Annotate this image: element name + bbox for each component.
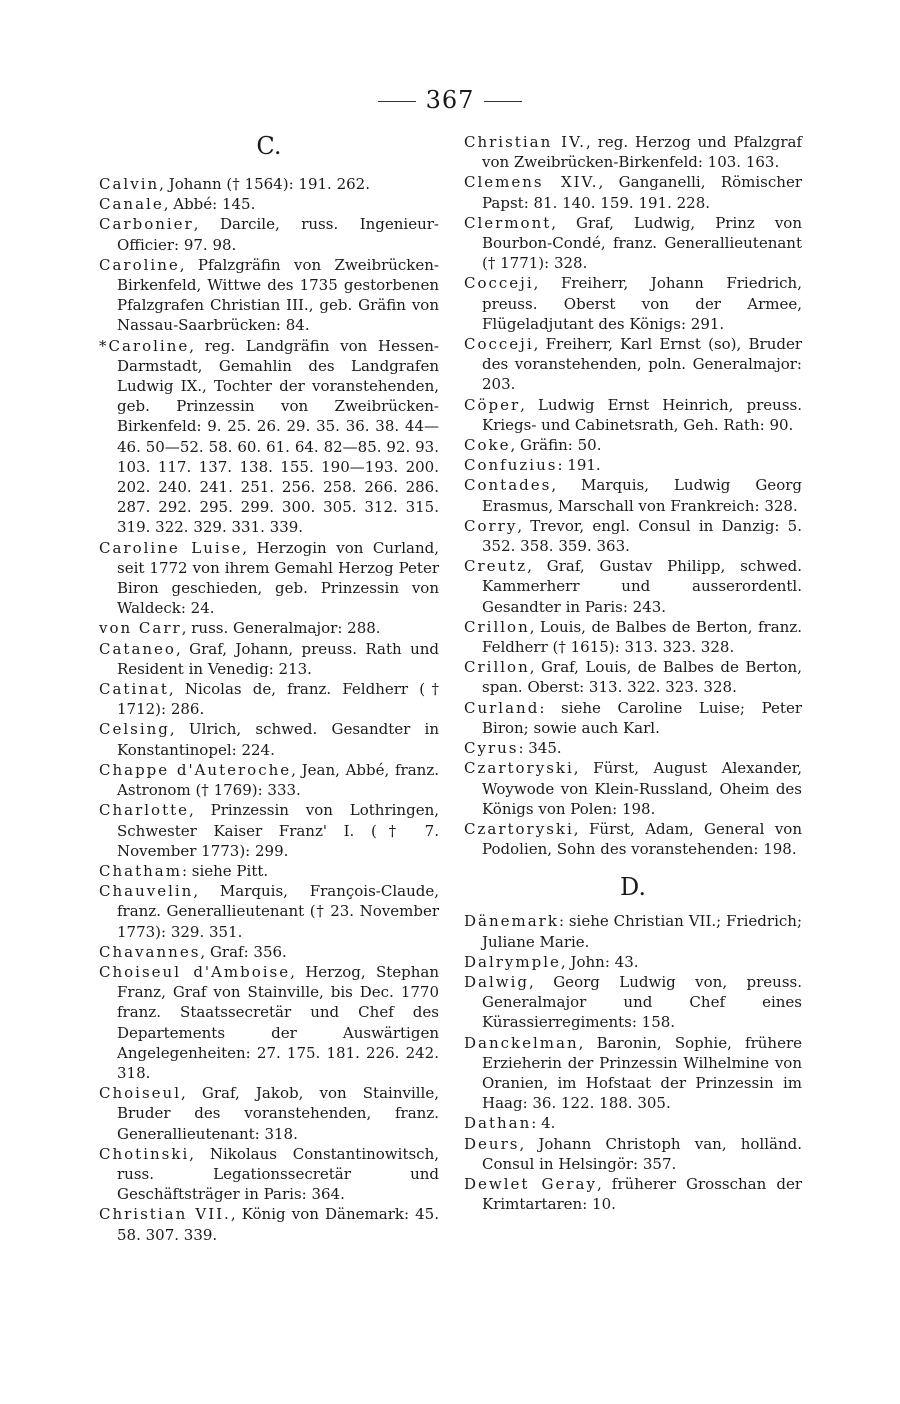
index-entry (464, 819, 802, 859)
entry-headword: Christian IV. (464, 133, 587, 151)
entry-text: , Louis, de Balbes de Berton, franz. Feldherr († 1615): 313. 323. 328. (482, 617, 802, 657)
index-entry (464, 1033, 802, 1114)
index-entry (99, 538, 439, 619)
index-entry (464, 758, 802, 819)
index-entry (99, 618, 439, 638)
entry-text: : 4. (531, 1114, 556, 1133)
page-number-header (0, 86, 900, 114)
index-entry (99, 1083, 439, 1144)
entry-headword: Cocceji (464, 335, 534, 354)
entry-text: , Graf, Louis, de Balbes de Berton, span. Oberst: 313. 322. 323. 328. (482, 658, 802, 697)
entry-headword: Chavannes (99, 942, 201, 961)
entry-text: , Jean, Abbé, franz. Astronom († 1769): 333. (117, 760, 439, 800)
entry-text: , Nikolaus Constantinowitsch, russ. Legationssecretär und Geschäftsträger in Paris: 364. (117, 1144, 439, 1204)
entry-headword: Charlotte (99, 801, 190, 820)
index-entry (464, 972, 802, 1033)
index-entry (99, 1204, 439, 1244)
entry-text: , Pfalzgräfin von Zweibrücken-Birkenfeld, Wittwe des 1735 gestorbenen Pfalzgrafen Christian III., geb. Gräfin von Nassau-Saarbrücken: 84. (117, 255, 439, 335)
entry-text: , Prinzessin von Lothringen, Schwester Kaiser Franz' I. († 7. November 1773): 299. (117, 801, 439, 860)
index-entry (464, 1113, 802, 1133)
entry-text: , König von Dänemark: 45. 58. 307. 339. (117, 1205, 439, 1244)
entry-text: , Fürst, Adam, General von Podolien, Sohn des voranstehenden: 198. (482, 819, 802, 859)
entry-headword: Curland (464, 698, 540, 717)
index-entry (464, 952, 802, 972)
entries-c-right (464, 132, 802, 859)
entry-text: , Graf, Johann, preuss. Rath und Resident in Venedig: 213. (117, 639, 439, 678)
index-entry (464, 657, 802, 697)
entries-d (464, 911, 802, 1214)
entry-text: , Ludwig Ernst Heinrich, preuss. Kriegs- und Cabinetsrath, Geh. Rath: 90. (482, 395, 802, 434)
entry-headword: *Caroline (99, 336, 190, 355)
entry-text: , Gräfin: 50. (510, 436, 602, 455)
index-entry (464, 334, 802, 395)
entry-text: , Darcile, russ. Ingenieur-Officier: 97. 98. (117, 215, 439, 254)
index-entry (464, 516, 802, 556)
entry-headword: Crillon (464, 617, 530, 636)
index-entry (99, 174, 439, 194)
right-column (464, 132, 802, 1214)
entry-text: , Johann Christoph van, holländ. Consul in Helsingör: 357. (482, 1134, 802, 1173)
entry-headword: Contades (464, 476, 552, 495)
index-entry (99, 194, 439, 214)
entry-headword: Dewlet Geray (464, 1174, 597, 1193)
entry-headword: Czartoryski (464, 819, 574, 838)
index-entry (99, 255, 439, 336)
index-entry (99, 760, 439, 800)
entry-headword: Clermont (464, 213, 552, 232)
index-entry (464, 1174, 802, 1214)
entries-c-left (99, 174, 439, 1245)
index-entry (99, 719, 439, 759)
index-entry (99, 800, 439, 861)
index-entry (464, 172, 802, 212)
entry-headword: Canale (99, 195, 164, 214)
entry-headword: Confuzius (464, 456, 558, 475)
entry-text: , früherer Grosschan der Krimtartaren: 10. (482, 1174, 802, 1214)
index-entry (464, 1134, 802, 1174)
entry-text: : siehe Christian VII.; Friedrich; Juliane Marie. (482, 912, 802, 951)
entry-headword: Cöper (464, 395, 521, 414)
entry-headword: Christian VII. (99, 1205, 231, 1224)
entry-text: , Trevor, engl. Consul in Danzig: 5. 352. 358. 359. 363. (482, 516, 802, 556)
entry-headword: Coke (464, 436, 511, 455)
entry-text: : 191. (557, 456, 601, 475)
entry-text: , John: 43. (560, 952, 639, 971)
entry-headword: Caroline (99, 255, 180, 274)
section-letter-c: C. (256, 132, 282, 160)
entry-headword: Czartoryski (464, 759, 574, 778)
entry-text: , Herzogin von Curland, seit 1772 von ihrem Gemahl Herzog Peter Biron geschieden, geb. Prinzessin von Waldeck: 24. (117, 538, 439, 618)
index-entry (464, 213, 802, 274)
entry-headword: Catinat (99, 680, 169, 699)
index-entry (99, 942, 439, 962)
index-entry (464, 455, 802, 475)
page-number: 367 (425, 86, 475, 114)
entry-text: , reg. Landgräfin von Hessen-Darmstadt, Gemahlin des Landgrafen Ludwig IX., Tochter der voranstehenden, geb. Prinzessin von Zweibrücken-Birkenfeld: 9. 25. 26. 29. 35. 36. 38. 44—46. 50—52. 58. 60. 61. 64. 82—85. 92. 93. 103. 117. 137. 138. 155. 190—193. 200. 202. 240. 241. 251. 256. 258. 266. 286. 287. 292. 295. 299. 300. 305. 312. 315. 319. 322. 329. 331. 339. (117, 336, 439, 537)
entry-text: , Johann († 1564): 191. 262. (159, 175, 370, 193)
entry-headword: Corry (464, 516, 518, 535)
index-entry (464, 435, 802, 455)
entry-headword: Carbonier (99, 215, 194, 234)
index-entry (99, 679, 439, 719)
entry-text: : siehe Caroline Luise; Peter Biron; sowie auch Karl. (482, 698, 802, 737)
entry-text: , russ. Generalmajor: 288. (181, 619, 381, 638)
entry-text: , Graf: 356. (200, 942, 287, 961)
entry-headword: Clemens XIV. (464, 173, 599, 192)
index-entry (99, 214, 439, 254)
left-column (99, 132, 439, 1245)
index-entry (464, 617, 802, 657)
entry-headword: Dathan (464, 1114, 532, 1133)
index-entry (99, 1144, 439, 1205)
entry-text: , Freiherr, Johann Friedrich, preuss. Oberst von der Armee, Flügeladjutant des Königs: 291. (482, 274, 802, 333)
entry-text: , Graf, Gustav Philipp, schwed. Kammerherr und ausserordentl. Gesandter in Paris: 243. (482, 557, 802, 616)
entry-headword: Creutz (464, 557, 528, 576)
entry-headword: Caroline Luise (99, 538, 243, 557)
header-rule-left (378, 101, 416, 102)
entry-headword: Calvin (99, 175, 160, 193)
entry-headword: Deurs (464, 1134, 520, 1153)
entry-headword: Dalwig (464, 972, 530, 991)
entry-headword: Dalrymple (464, 952, 561, 971)
index-entry (99, 861, 439, 881)
entry-text: , Ulrich, schwed. Gesandter in Konstantinopel: 224. (117, 720, 439, 759)
entry-headword: Choiseul (99, 1084, 181, 1103)
index-entry (464, 132, 802, 172)
index-entry (464, 395, 802, 435)
entry-headword: Danckelman (464, 1033, 579, 1052)
entry-text: , Freiherr, Karl Ernst (so), Bruder des voranstehenden, poln. Generalmajor: 203. (482, 335, 802, 394)
entry-headword: Cataneo (99, 639, 176, 658)
entry-text: , Herzog, Stephan Franz, Graf von Stainville, bis Dec. 1770 franz. Staatssecretär und Chef des Departements der Auswärtigen Angelegenheiten: 27. 175. 181. 226. 242. 318. (117, 962, 439, 1082)
index-entry (99, 336, 439, 538)
entry-text: , Georg Ludwig von, preuss. Generalmajor und Chef eines Kürassierregiments: 158. (482, 972, 802, 1032)
entry-text: , reg. Herzog und Pfalzgraf von Zweibrücken-Birkenfeld: 103. 163. (482, 133, 802, 172)
entry-text: , Ganganelli, Römischer Papst: 81. 140. 159. 191. 228. (482, 173, 802, 212)
entry-text: : siehe Pitt. (181, 861, 269, 880)
entry-text: , Marquis, François-Claude, franz. Generallieutenant († 23. November 1773): 329. 351. (117, 882, 439, 941)
entry-headword: Chatham (99, 861, 182, 880)
entry-text: , Fürst, August Alexander, Woywode von Klein-Russland, Oheim des Königs von Polen: 198. (482, 759, 802, 818)
entry-text: : 345. (518, 739, 562, 758)
entry-text: , Abbé: 145. (163, 195, 256, 214)
index-entry (464, 911, 802, 951)
entry-headword: Chauvelin (99, 882, 194, 901)
index-entry (99, 962, 439, 1083)
entry-headword: Celsing (99, 720, 170, 739)
entry-text: , Marquis, Ludwig Georg Erasmus, Marschall von Frankreich: 328. (482, 476, 802, 515)
entry-headword: Cocceji (464, 274, 534, 293)
entry-headword: Chappe d'Auteroche (99, 760, 292, 779)
entry-headword: Choiseul d'Amboise (99, 962, 291, 981)
entry-text: , Nicolas de, franz. Feldherr († 1712): 286. (117, 680, 439, 719)
header-rule-right (484, 101, 522, 102)
entry-headword: Chotinski (99, 1144, 190, 1163)
entry-headword: Cyrus (464, 739, 519, 758)
entry-text: , Baronin, Sophie, frühere Erzieherin der Prinzessin Wilhelmine von Oranien, im Hofstaat der Prinzessin im Haag: 36. 122. 188. 305. (482, 1033, 802, 1113)
entry-headword: von Carr (99, 619, 182, 638)
entry-headword: Dänemark (464, 912, 559, 931)
index-entry (464, 738, 802, 758)
index-entry (464, 698, 802, 738)
index-entry (464, 475, 802, 515)
index-entry (464, 273, 802, 334)
index-entry (464, 556, 802, 617)
index-entry (99, 881, 439, 942)
entry-text: , Graf, Ludwig, Prinz von Bourbon-Condé, franz. Generallieutenant († 1771): 328. (482, 213, 802, 273)
section-letter-d: D. (619, 873, 646, 902)
index-entry (99, 639, 439, 679)
entry-text: , Graf, Jakob, von Stainville, Bruder des voranstehenden, franz. Generallieutenant: 318. (117, 1084, 439, 1143)
entry-headword: Crillon (464, 658, 530, 677)
